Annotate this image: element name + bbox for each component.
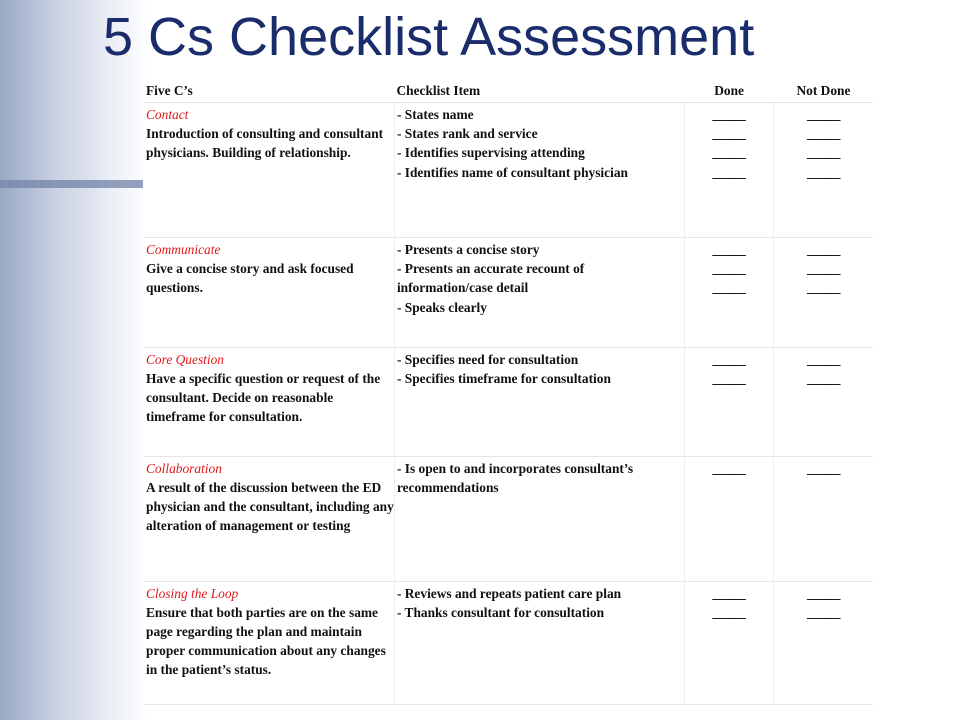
c-name: Contact: [146, 107, 189, 122]
not-done-blank[interactable]: _____: [806, 280, 841, 296]
not-done-blank[interactable]: _____: [806, 164, 841, 180]
c-description: Ensure that both parties are on the same page regarding the plan and maintain proper communication about any changes in the patient’s status.: [146, 605, 386, 677]
checklist-table-container: [143, 80, 873, 712]
done-cell: [684, 582, 774, 705]
done-blank[interactable]: _____: [712, 371, 746, 387]
c-description: A result of the discussion between the ED physician and the consultant, including any alteration of management or testing: [146, 480, 394, 533]
c-description: Give a concise story and ask focused questions.: [146, 261, 354, 295]
header-not-done: Not Done: [774, 80, 873, 103]
five-c-cell: [143, 238, 394, 348]
five-c-cell: [143, 457, 394, 582]
c-name: Core Question: [146, 352, 224, 367]
not-done-blank[interactable]: _____: [806, 586, 841, 601]
header-checklist-item: Checklist Item: [394, 80, 684, 103]
checklist-cell: [394, 457, 684, 582]
not-done-blank[interactable]: _____: [806, 605, 841, 621]
done-cell: [684, 457, 774, 582]
checklist-item: - Is open to and incorporates consultant’s recommendations: [396, 461, 634, 496]
checklist-cell: [394, 582, 684, 705]
not-done-cell: [774, 457, 873, 582]
header-five-cs: Five C’s: [143, 80, 394, 103]
checklist-item: - States name: [396, 107, 474, 122]
table-row: [143, 348, 873, 457]
not-done-blank[interactable]: _____: [806, 261, 841, 277]
c-name: Closing the Loop: [146, 586, 239, 601]
not-done-blank[interactable]: _____: [806, 242, 841, 257]
checklist-item: - Identifies name of consultant physician: [396, 164, 628, 180]
table-row: [143, 457, 873, 582]
not-done-blank[interactable]: _____: [806, 126, 841, 142]
done-cell: [684, 238, 774, 348]
done-blank[interactable]: _____: [712, 261, 746, 277]
done-blank[interactable]: _____: [712, 107, 746, 122]
not-done-blank[interactable]: _____: [806, 145, 841, 161]
table-row: [143, 238, 873, 348]
checklist-item: - Identifies supervising attending: [396, 145, 585, 161]
not-done-cell: [774, 103, 873, 238]
not-done-blank[interactable]: _____: [806, 352, 841, 367]
checklist-item: - Presents a concise story: [396, 242, 540, 257]
not-done-blank[interactable]: _____: [806, 107, 841, 122]
not-done-cell: [774, 582, 873, 705]
done-cell: [684, 103, 774, 238]
checklist-item: - Reviews and repeats patient care plan: [396, 586, 622, 601]
checklist-table: [143, 80, 873, 705]
checklist-item: - Specifies need for consultation: [396, 352, 579, 367]
done-cell: [684, 348, 774, 457]
not-done-cell: [774, 348, 873, 457]
c-description: Have a specific question or request of the consultant. Decide on reasonable timeframe for consultation.: [146, 371, 381, 424]
five-c-cell: [143, 348, 394, 457]
not-done-blank[interactable]: _____: [806, 371, 841, 387]
checklist-item: - Presents an accurate recount of information/case detail: [396, 261, 585, 296]
page-title: 5 Cs Checklist Assessment: [103, 7, 755, 67]
checklist-item: - Speaks clearly: [396, 299, 487, 315]
checklist-item: - Specifies timeframe for consultation: [396, 371, 611, 387]
not-done-cell: [774, 238, 873, 348]
header-done: Done: [684, 80, 774, 103]
five-c-cell: [143, 582, 394, 705]
done-blank[interactable]: _____: [712, 126, 746, 142]
checklist-cell: [394, 103, 684, 238]
c-description: Introduction of consulting and consultant physicians. Building of relationship.: [146, 126, 384, 160]
done-blank[interactable]: _____: [712, 586, 746, 601]
not-done-blank[interactable]: _____: [806, 461, 841, 476]
background-gradient: [0, 0, 150, 720]
five-c-cell: [143, 103, 394, 238]
c-name: Communicate: [146, 242, 221, 257]
done-blank[interactable]: _____: [712, 242, 746, 257]
table-row: [143, 582, 873, 705]
done-blank[interactable]: _____: [712, 280, 746, 296]
checklist-item: - States rank and service: [396, 126, 538, 142]
done-blank[interactable]: _____: [712, 605, 746, 621]
checklist-cell: [394, 348, 684, 457]
done-blank[interactable]: _____: [712, 164, 746, 180]
done-blank[interactable]: _____: [712, 461, 746, 476]
checklist-cell: [394, 238, 684, 348]
table-row: [143, 103, 873, 238]
table-header-row: [143, 80, 873, 103]
c-name: Collaboration: [146, 461, 222, 476]
done-blank[interactable]: _____: [712, 352, 746, 367]
done-blank[interactable]: _____: [712, 145, 746, 161]
checklist-item: - Thanks consultant for consultation: [396, 605, 605, 621]
